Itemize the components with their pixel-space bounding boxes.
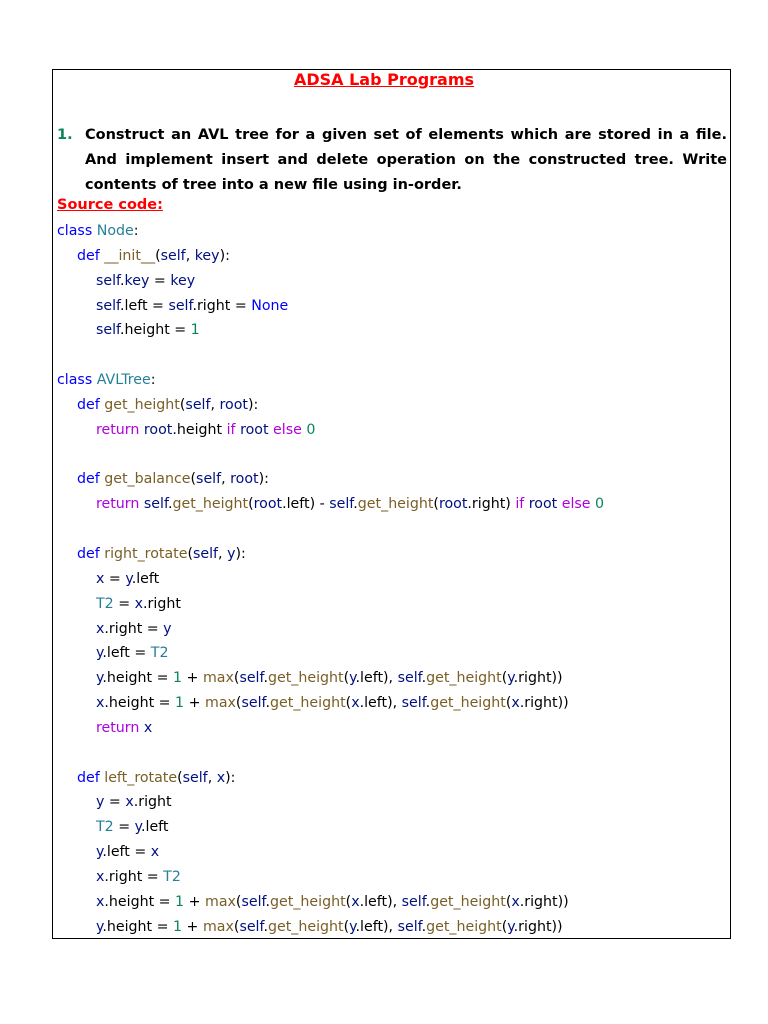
code-line: class AVLTree: [57,372,156,389]
code-line: y.left = x [96,844,160,861]
question-text: Construct an AVL tree for a given set of elements which are stored in a file. And implement insert and delete operation on the constructed tree. Write contents of tree into a new file using in-order. [85,127,727,193]
code-line: y.height = 1 + max(self.get_height(y.left), self.get_height(y.right)) [96,918,563,935]
code-line: x.right = T2 [96,868,181,885]
code-line: y.left = T2 [96,645,169,662]
code-line: def get_height(self, root): [77,396,259,413]
code-blank-line [57,517,604,542]
code-line: x.right = y [96,620,172,637]
code-line: def __init__(self, key): [77,247,230,264]
code-blank-line [57,343,604,368]
code-line: self.key = key [96,272,196,289]
code-line: x.height = 1 + max(self.get_height(x.left), self.get_height(x.right)) [96,695,569,712]
question-number: 1. [57,127,73,143]
code-line: y.height = 1 + max(self.get_height(y.left), self.get_height(y.right)) [96,670,563,687]
code-line: y = x.right [96,794,172,811]
source-code-label: Source code: [57,197,163,213]
code-line: x = y.left [96,570,160,587]
code-line: self.left = self.right = None [96,297,289,314]
code-block [57,219,604,939]
question-1 [57,123,727,198]
code-line: T2 = y.left [96,819,169,836]
code-line: return root.height if root else 0 [96,421,316,438]
code-line: def left_rotate(self, x): [77,769,236,786]
code-line: return self.get_height(root.left) - self.get_height(root.right) if root else 0 [96,496,605,513]
code-line: T2 = x.right [96,595,181,612]
code-line: class Node: [57,223,139,239]
code-line: x.height = 1 + max(self.get_height(x.left), self.get_height(x.right)) [96,893,569,910]
code-line: def right_rotate(self, y): [77,545,246,562]
document-title: ADSA Lab Programs [293,70,475,89]
code-blank-line [57,741,604,766]
code-blank-line [57,443,604,468]
code-line: def get_balance(self, root): [77,471,269,488]
code-line: self.height = 1 [96,322,200,339]
code-line: return x [96,719,153,736]
